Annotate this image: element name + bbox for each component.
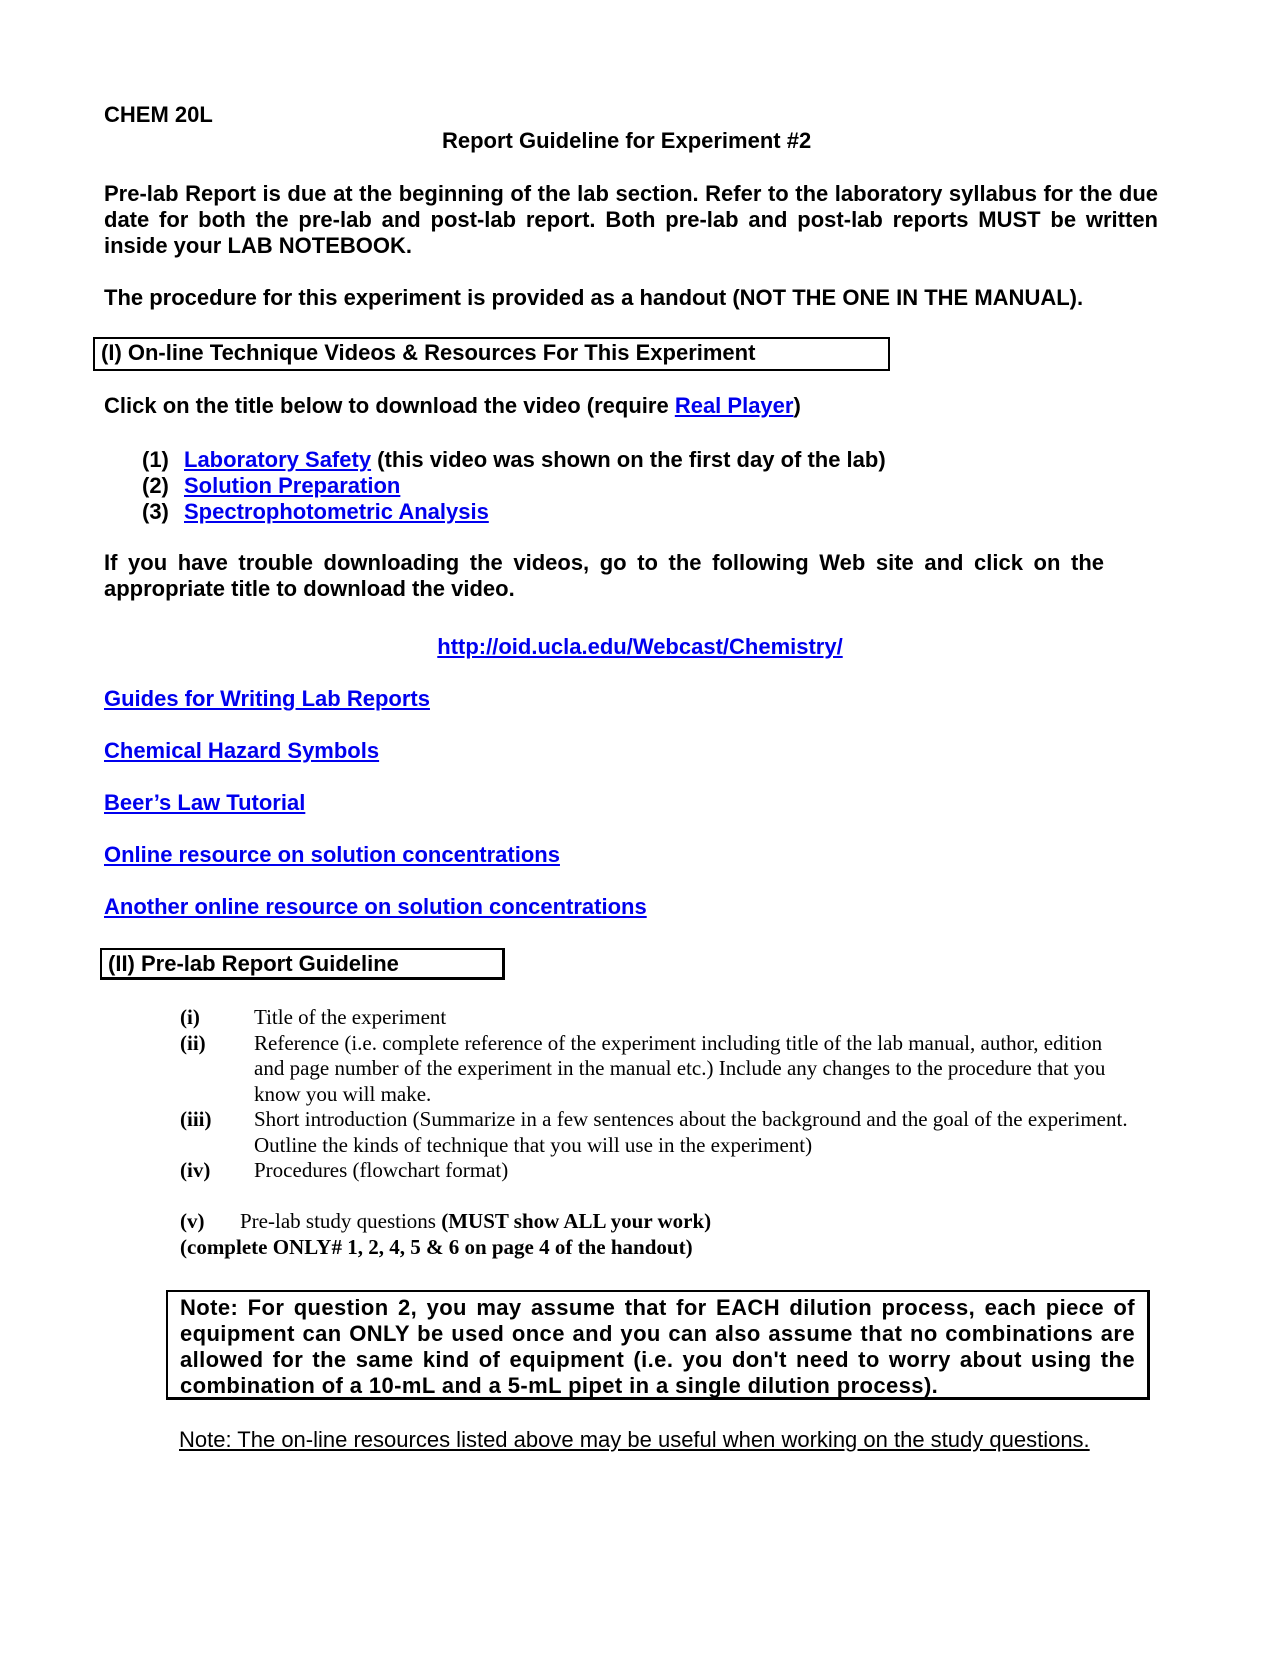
guideline-number: (v) (180, 1209, 205, 1233)
guideline-text: Pre-lab study questions (240, 1209, 436, 1233)
video-instructions (104, 393, 801, 419)
guideline-item-v-line2: (complete ONLY# 1, 2, 4, 5 & 6 on page 4 of the handout) (180, 1235, 693, 1259)
video-instructions-suffix: ) (793, 393, 801, 418)
dilution-note-text: Note: For question 2, you may assume that for EACH dilution process, each piece of equipment can ONLY be used once and you can also assume that no combinations are allowed for the same kind of equipment (i.e. you don't need to worry about using the combination of a 10-mL and a 5-mL pipet in a single dilution process). (180, 1295, 1135, 1398)
real-player-link[interactable]: Real Player (674, 393, 794, 418)
spectrophotometric-analysis-link[interactable]: Spectrophotometric Analysis (184, 499, 489, 524)
another-solution-concentrations-link[interactable]: Another online resource on solution concentrations (104, 894, 647, 919)
guideline-text: Short introduction (Summarize in a few sentences about the background and the goal of the experiment. Outline the kinds of technique that you will use in the experiment) (254, 1107, 1128, 1157)
solution-concentrations-link[interactable]: Online resource on solution concentrations (104, 842, 560, 867)
prelab-guideline-list (180, 1005, 1130, 1184)
guideline-text: Title of the experiment (254, 1005, 447, 1029)
video-number: (2) (142, 473, 169, 498)
guideline-item (180, 1005, 1130, 1031)
guideline-number: (iii) (180, 1107, 212, 1131)
solution-preparation-link[interactable]: Solution Preparation (184, 473, 401, 498)
webcast-url-link[interactable]: http://oid.ucla.edu/Webcast/Chemistry/ (437, 634, 843, 659)
section-2-header-text: (II) Pre-lab Report Guideline (108, 951, 399, 976)
guideline-number: (i) (180, 1005, 200, 1029)
course-code: CHEM 20L (104, 102, 213, 127)
section-1-header-text: (I) On-line Technique Videos & Resources For This Experiment (101, 340, 756, 365)
webcast-url-row (0, 634, 1280, 660)
resources-footer-note: Note: The on-line resources listed above may be useful when working on the study questions. (179, 1427, 1090, 1452)
guideline-item (180, 1158, 1130, 1184)
chemical-hazard-symbols-link[interactable]: Chemical Hazard Symbols (104, 738, 380, 763)
trouble-paragraph: If you have trouble downloading the videos, go to the following Web site and click on the appropriate title to download the video. (104, 550, 1104, 601)
guides-writing-lab-reports-link[interactable]: Guides for Writing Lab Reports (104, 686, 430, 711)
video-number: (3) (142, 499, 169, 524)
procedure-note: The procedure for this experiment is provided as a handout (NOT THE ONE IN THE MANUAL). (104, 285, 1084, 310)
video-list-item (142, 499, 886, 525)
video-instructions-text: Click on the title below to download the video (require (104, 393, 675, 418)
guideline-emphasis: (MUST show ALL your work) (441, 1209, 712, 1233)
video-note: (this video was shown on the first day of the lab) (371, 447, 886, 472)
guideline-text: Procedures (flowchart format) (254, 1158, 509, 1182)
dilution-note-box (166, 1290, 1150, 1400)
video-list-item (142, 473, 886, 499)
guideline-item-v (180, 1208, 711, 1260)
beers-law-tutorial-link[interactable]: Beer’s Law Tutorial (104, 790, 306, 815)
guideline-number: (ii) (180, 1030, 206, 1055)
laboratory-safety-link[interactable]: Laboratory Safety (184, 447, 372, 472)
video-number: (1) (142, 447, 169, 472)
intro-paragraph: Pre-lab Report is due at the beginning of the lab section. Refer to the laboratory syllabus for the due date for both the pre-lab and post-lab report. Both pre-lab and post-lab reports MUST be written inside your LAB NOTEBOOK. (104, 181, 1158, 258)
guideline-text: Reference (i.e. complete reference of the experiment including title of the lab manual, author, edition and page number of the experiment in the manual etc.) Include any changes to the procedure that you know you will make. (254, 1030, 1106, 1106)
guideline-item-v-line1 (180, 1208, 711, 1234)
video-list-item (142, 447, 886, 473)
guideline-item (180, 1031, 1130, 1108)
guideline-number: (iv) (180, 1158, 211, 1182)
guideline-item (180, 1107, 1130, 1158)
section-2-header (100, 948, 505, 980)
video-list (142, 447, 886, 525)
page-title: Report Guideline for Experiment #2 (442, 128, 812, 153)
section-1-header (93, 337, 890, 371)
